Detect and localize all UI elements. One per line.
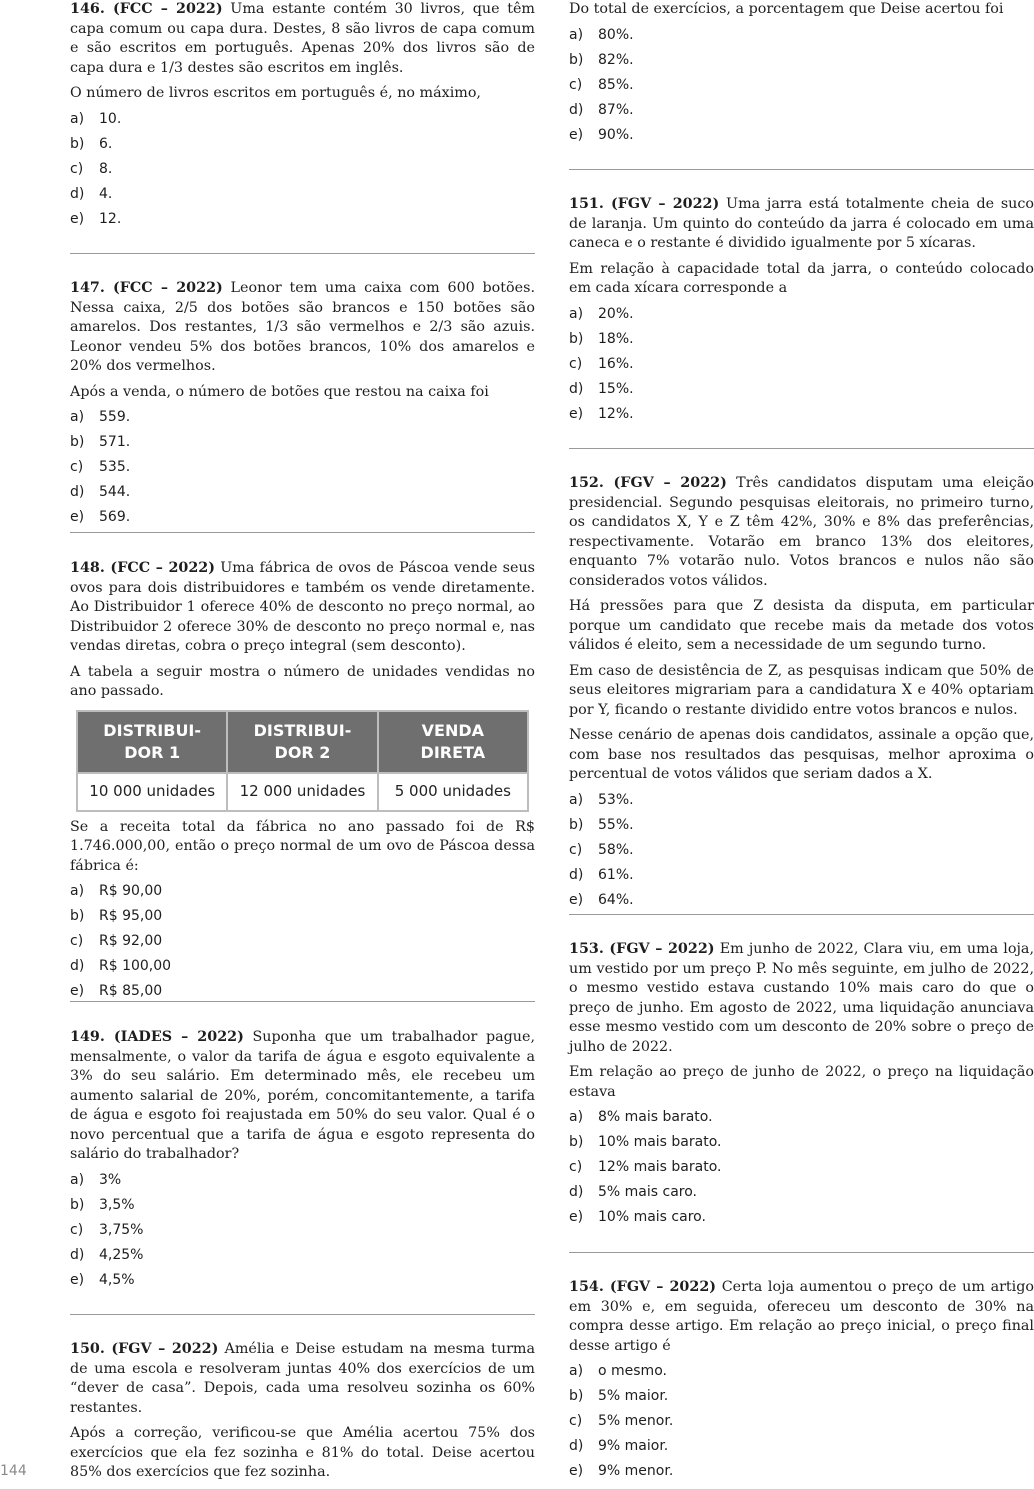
option-e[interactable]: e) 569. (70, 509, 131, 525)
answer-options (70, 110, 535, 235)
question-tag: 146. (FCC – 2022) (70, 1, 223, 17)
table-cell: 10 000 unidades (77, 773, 227, 811)
option-b[interactable]: b) 5% maior. (569, 1388, 669, 1404)
question-tag: 150. (FGV – 2022) (70, 1341, 219, 1357)
answer-options (70, 882, 535, 1007)
option-a[interactable]: a) R$ 90,00 (70, 883, 163, 899)
question-text-2: Após a correção, verificou-se que Amélia acertou 75% dos exercícios que ela fez sozinha e 81% do total. Deise acertou 85% dos exercícios que fez sozinha. (70, 1425, 535, 1480)
table-header: DISTRIBUI- DOR 2 (227, 711, 377, 773)
divider (569, 1252, 1034, 1253)
divider (569, 169, 1034, 170)
divider (70, 1314, 535, 1315)
question-150 (70, 1340, 535, 1489)
option-d[interactable]: d) 4,25% (70, 1246, 144, 1263)
answer-options (569, 791, 1034, 916)
option-c[interactable]: c) 5% menor. (569, 1413, 674, 1429)
answer-options (569, 305, 1034, 430)
question-text: Certa loja aumentou o preço de um artigo em 30% e, em seguida, ofereceu um desconto de 30% na compra desse artigo. Em relação ao preço inicial, o preço final desse artigo é (569, 1279, 1034, 1354)
question-tag: 154. (FGV – 2022) (569, 1279, 717, 1295)
question-text: Suponha que um trabalhador pague, mensalmente, o valor da tarifa de água e esgoto equivalente a 3% do seu salário. Em determinado mês, ele recebeu um aumento salarial de 20%, porém, concomitantemente, a tarifa de água e esgoto foi reajustada em 50% do seu valor. Qual é o novo percentual que a tarifa de água e esgoto representa do salário do trabalhador? (70, 1029, 536, 1162)
option-c[interactable]: c) 85%. (569, 76, 634, 93)
question-prompt: Se a receita total da fábrica no ano passado foi de R$ 1.746.000,00, então o preço normal de um ovo de Páscoa dessa fábrica é: (70, 818, 535, 874)
option-b[interactable]: b) 82%. (569, 51, 634, 68)
question-text: Uma estante contém 30 livros, que têm capa comum ou capa dura. Destes, 8 são livros de capa comum e são escritos em português. Apenas 20% dos livros são de capa dura e 1/3 destes são escritos em inglês. (70, 1, 535, 76)
option-a[interactable]: a) 8% mais barato. (569, 1109, 713, 1125)
question-text: Amélia e Deise estudam na mesma turma de uma escola e resolveram juntas 40% dos exercícios de um “dever de casa”. Depois, cada uma resolveu sozinha os 60% restantes. (70, 1341, 535, 1416)
option-c[interactable]: c) 16%. (569, 355, 634, 372)
divider (70, 253, 535, 254)
option-a[interactable]: a) 20%. (569, 305, 634, 322)
option-c[interactable]: c) 12% mais barato. (569, 1159, 722, 1175)
option-e[interactable]: e) 9% menor. (569, 1463, 674, 1479)
option-c[interactable]: c) R$ 92,00 (70, 933, 163, 949)
option-e[interactable]: e) 12%. (569, 405, 634, 422)
question-text: Leonor tem uma caixa com 600 botões. Nessa caixa, 2/5 dos botões são brancos e 150 botões são amarelos. Dos restantes, 1/3 são vermelhos e 2/3 são azuis. Leonor vendeu 5% dos botões brancos, 10% dos amarelos e 20% dos vermelhos. (70, 280, 535, 374)
question-154 (569, 1278, 1034, 1487)
table-header: DISTRIBUI- DOR 1 (77, 711, 227, 773)
divider (569, 914, 1034, 915)
option-b[interactable]: b) 6. (70, 135, 113, 152)
table-cell: 5 000 unidades (378, 773, 528, 811)
question-tag: 149. (IADES – 2022) (70, 1029, 244, 1045)
page-number: 144 (0, 1463, 27, 1479)
question-prompt: Do total de exercícios, a porcentagem que Deise acertou foi (569, 1, 1004, 17)
option-d[interactable]: d) 5% mais caro. (569, 1184, 698, 1200)
question-text-3: Em caso de desistência de Z, as pesquisas indicam que 50% de seus eleitores migrariam para a candidatura X e 40% optariam por Y, ficando o restante dividido entre votos brancos e nulos. (569, 662, 1034, 718)
question-tag: 153. (FGV – 2022) (569, 941, 715, 957)
answer-options (70, 1171, 535, 1296)
option-e[interactable]: e) 64%. (569, 891, 634, 908)
question-text: Uma jarra está totalmente cheia de suco de laranja. Um quinto do conteúdo da jarra é colocado em uma caneca e o restante é dividido igualmente por 5 xícaras. (569, 196, 1034, 251)
sales-table (76, 710, 529, 812)
table-intro: A tabela a seguir mostra o número de unidades vendidas no ano passado. (70, 663, 535, 699)
option-e[interactable]: e) 90%. (569, 126, 634, 143)
question-prompt: Nesse cenário de apenas dois candidatos, assinale a opção que, com base nos resultados das pesquisas, melhor aproxima o percentual de votos válidos que seriam dados a X. (569, 727, 1034, 782)
question-153 (569, 940, 1034, 1233)
option-d[interactable]: d) 9% maior. (569, 1438, 669, 1454)
option-d[interactable]: d) 4. (70, 185, 113, 202)
table-cell: 12 000 unidades (227, 773, 377, 811)
option-c[interactable]: c) 3,75% (70, 1221, 144, 1238)
question-151 (569, 195, 1034, 430)
option-a[interactable]: a) 10. (70, 110, 122, 127)
answer-options (70, 408, 535, 533)
option-e[interactable]: e) 10% mais caro. (569, 1209, 706, 1225)
option-d[interactable]: d) 87%. (569, 101, 634, 118)
option-c[interactable]: c) 8. (70, 160, 113, 177)
option-d[interactable]: d) R$ 100,00 (70, 958, 172, 974)
option-a[interactable]: a) 559. (70, 409, 131, 425)
question-text: Três candidatos disputam uma eleição presidencial. Segundo pesquisas eleitorais, no primeiro turno, os candidatos X, Y e Z têm 42%, 30% e 8% das preferências, respectivamente. Votarão em branco 13% dos eleitores, enquanto 7% votarão nulo. Votos brancos e nulos não são considerados votos válidos. (569, 475, 1034, 589)
divider (569, 448, 1034, 449)
question-prompt: O número de livros escritos em português é, no máximo, (70, 85, 481, 101)
question-152 (569, 474, 1034, 916)
question-146 (70, 0, 535, 235)
option-b[interactable]: b) 55%. (569, 816, 634, 833)
option-b[interactable]: b) 18%. (569, 330, 634, 347)
question-tag: 151. (FGV – 2022) (569, 196, 720, 212)
question-148 (70, 559, 535, 1007)
question-149 (70, 1028, 535, 1296)
option-a[interactable]: a) o mesmo. (569, 1363, 667, 1379)
question-tag: 148. (FCC – 2022) (70, 560, 216, 576)
divider (70, 1001, 535, 1002)
table-header: VENDA DIRETA (378, 711, 528, 773)
option-b[interactable]: b) R$ 95,00 (70, 908, 163, 924)
answer-options (569, 1108, 1034, 1233)
option-b[interactable]: b) 3,5% (70, 1196, 135, 1213)
option-b[interactable]: b) 10% mais barato. (569, 1134, 722, 1150)
option-a[interactable]: a) 3% (70, 1171, 122, 1188)
option-d[interactable]: d) 61%. (569, 866, 634, 883)
question-prompt: Em relação ao preço de junho de 2022, o preço na liquidação estava (569, 1064, 1034, 1100)
question-150-continued (569, 0, 1034, 151)
question-prompt: Em relação à capacidade total da jarra, o conteúdo colocado em cada xícara corresponde a (569, 260, 1034, 296)
option-a[interactable]: a) 80%. (569, 26, 634, 43)
option-e[interactable]: e) 4,5% (70, 1271, 135, 1288)
option-e[interactable]: e) 12. (70, 210, 122, 227)
answer-options (569, 26, 1034, 151)
question-text: Em junho de 2022, Clara viu, em uma loja, um vestido por um preço P. No mês seguinte, em julho de 2022, o mesmo vestido estava custando 10% mais caro do que o preço de junho. Em agosto de 2022, uma liquidação anunciava esse mesmo vestido com um desconto de 20% sobre o preço de julho de 2022. (569, 941, 1034, 1055)
question-tag: 152. (FGV – 2022) (569, 475, 727, 491)
question-text-2: Há pressões para que Z desista da disputa, em particular porque um candidato que recebe mais da metade dos votos válidos é eleito, sem a necessidade de um segundo turno. (569, 598, 1034, 653)
option-d[interactable]: d) 15%. (569, 380, 634, 397)
answer-options (569, 1362, 1034, 1487)
question-tag: 147. (FCC – 2022) (70, 280, 223, 296)
divider (70, 532, 535, 533)
option-c[interactable]: c) 58%. (569, 841, 634, 858)
question-147 (70, 279, 535, 533)
question-prompt: Após a venda, o número de botões que restou na caixa foi (70, 383, 489, 400)
option-c[interactable]: c) 535. (70, 459, 131, 475)
option-d[interactable]: d) 544. (70, 484, 131, 500)
option-e[interactable]: e) R$ 85,00 (70, 983, 163, 999)
option-a[interactable]: a) 53%. (569, 791, 634, 808)
option-b[interactable]: b) 571. (70, 434, 131, 450)
question-text: Uma fábrica de ovos de Páscoa vende seus ovos para dois distribuidores e também os vende diretamente. Ao Distribuidor 1 oferece 40% de desconto no preço normal, ao Distribuidor 2 oferece 30% de desconto no preço normal e, nas vendas diretas, cobra o preço integral (sem desconto). (70, 560, 536, 654)
